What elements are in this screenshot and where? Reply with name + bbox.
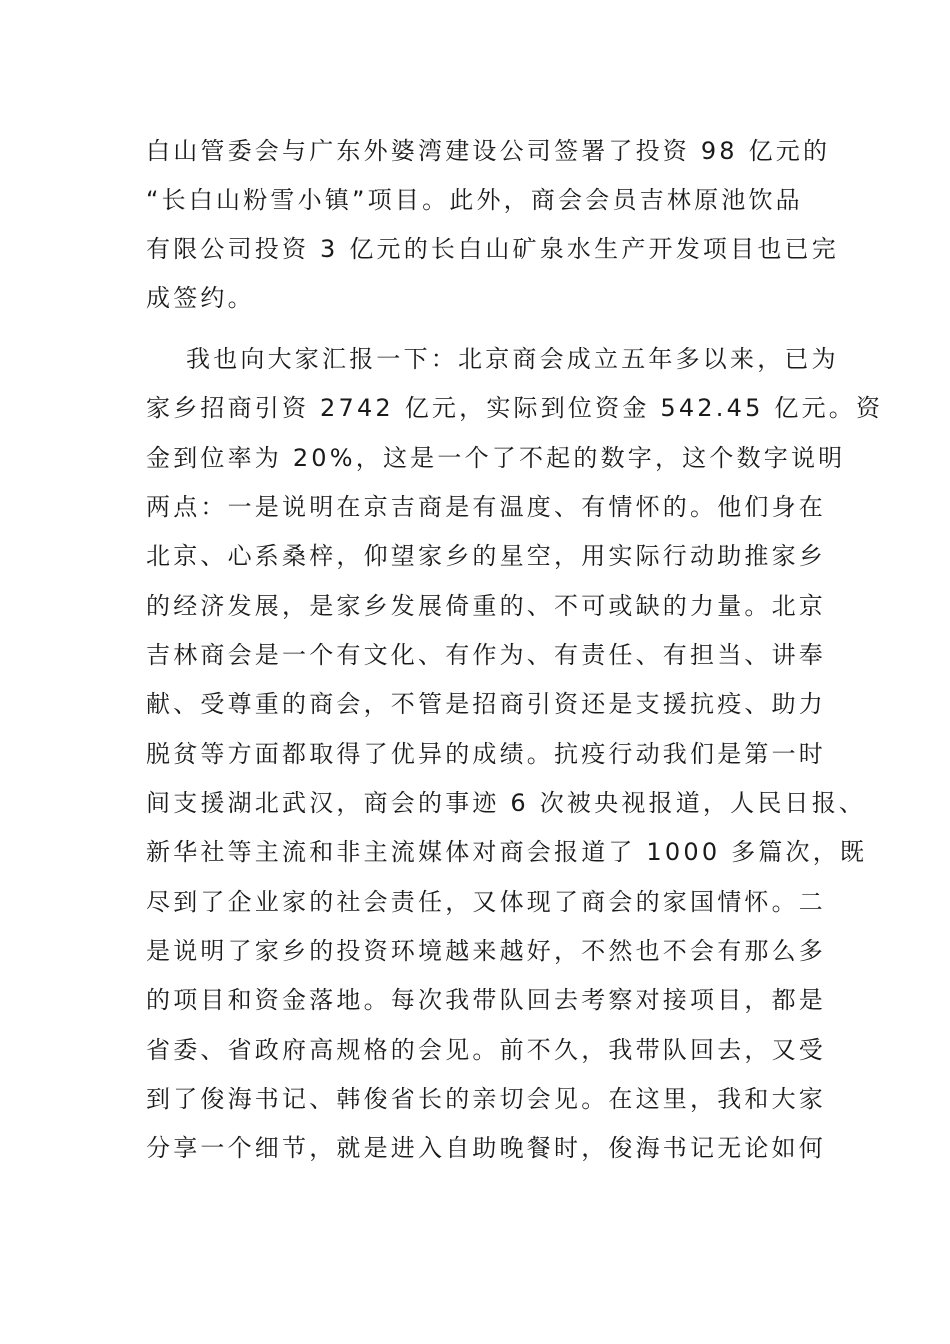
text-line: 金到位率为 20%，这是一个了不起的数字，这个数字说明 xyxy=(146,444,846,472)
text-line: 献、受尊重的商会，不管是招商引资还是支援抗疫、助力 xyxy=(146,690,826,718)
text-line: 间支援湖北武汉，商会的事迹 6 次被央视报道，人民日报、 xyxy=(146,789,867,817)
text-line: 我也向大家汇报一下：北京商会成立五年多以来，已为 xyxy=(186,345,839,373)
text-line: 是说明了家乡的投资环境越来越好，不然也不会有那么多 xyxy=(146,937,826,965)
text-line: 北京、心系桑梓，仰望家乡的星空，用实际行动助推家乡 xyxy=(146,542,826,570)
text-line: “长白山粉雪小镇”项目。此外，商会会员吉林原池饮品 xyxy=(146,186,803,214)
text-line: 的经济发展，是家乡发展倚重的、不可或缺的力量。北京 xyxy=(146,592,826,620)
text-line: 到了俊海书记、韩俊省长的亲切会见。在这里，我和大家 xyxy=(146,1085,826,1113)
text-line: 吉林商会是一个有文化、有作为、有责任、有担当、讲奉 xyxy=(146,641,826,669)
text-line: 脱贫等方面都取得了优异的成绩。抗疫行动我们是第一时 xyxy=(146,740,826,768)
text-line: 白山管委会与广东外婆湾建设公司签署了投资 98 亿元的 xyxy=(146,137,831,165)
text-line: 家乡招商引资 2742 亿元，实际到位资金 542.45 亿元。资 xyxy=(146,394,884,422)
text-line: 的项目和资金落地。每次我带队回去考察对接项目，都是 xyxy=(146,986,826,1014)
text-line: 尽到了企业家的社会责任，又体现了商会的家国情怀。二 xyxy=(146,888,826,916)
text-line: 有限公司投资 3 亿元的长白山矿泉水生产开发项目也已完 xyxy=(146,235,839,263)
text-line: 两点：一是说明在京吉商是有温度、有情怀的。他们身在 xyxy=(146,493,826,521)
text-line: 新华社等主流和非主流媒体对商会报道了 1000 多篇次，既 xyxy=(146,838,868,866)
text-line: 成签约。 xyxy=(146,284,255,312)
text-line: 分享一个细节，就是进入自助晚餐时，俊海书记无论如何 xyxy=(146,1134,826,1162)
text-line: 省委、省政府高规格的会见。前不久，我带队回去，又受 xyxy=(146,1036,826,1064)
